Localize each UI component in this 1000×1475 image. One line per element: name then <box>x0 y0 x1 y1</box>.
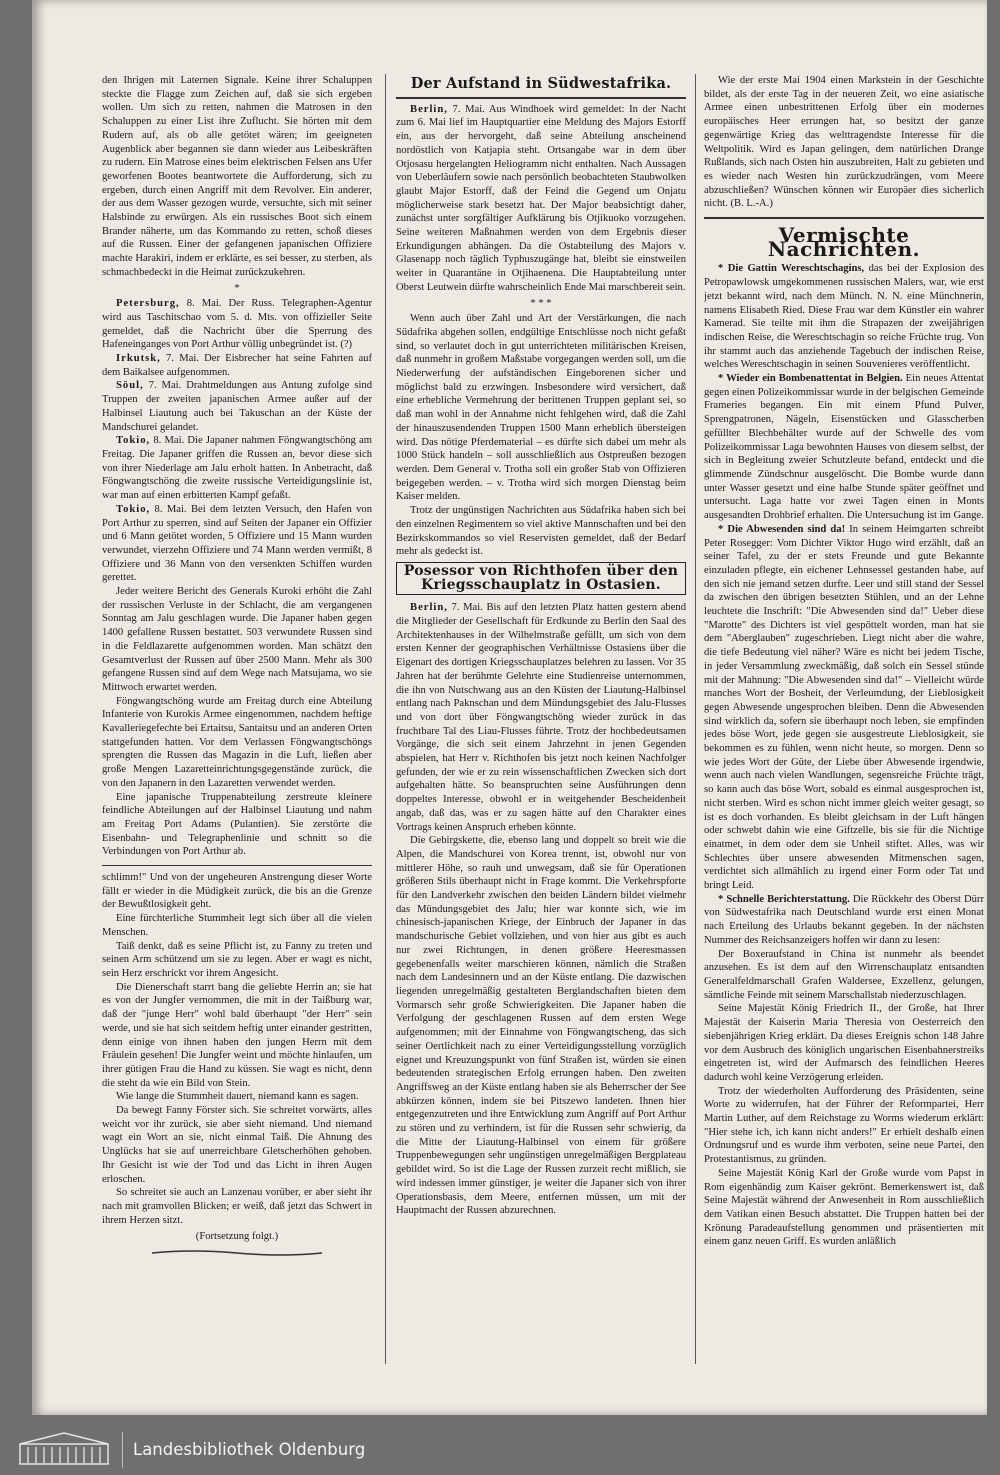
paragraph-troop: Eine japanische Truppenabteilung zerstreute kleinere feindliche Abteilungen auf der Halbinsel Liautung und nahm am Freitag Port Adams (Pulantien). Sie zerstörte die Eisenbahn- und Telegraphenlinie und schnitt so die Verbindungen von Port Arthur ab. <box>102 791 372 858</box>
dateline: Petersburg, <box>116 298 180 310</box>
article-text: 7. Mai. Aus Windhoek wird gemeldet: In der Nacht zum 6. Mai lief im Hauptquartier eine Meldung des Majors Estorff ein, aus der hervorgeht, daß seine Abteilung anscheinend nordöstlich von Katjapia steht. Ortsangabe war in dem über Otjosasu hergelangten Heliogramm nicht enthalten. Nach Aussagen von Ueberläufern sowie nach persönlich beobachteten Staubwolken glaubt Major Estorff, daß der Feind die Gegend um Onjatu möglicherweise stark besetzt hat. Der Major beabsichtigt daher, zunächst unter sorgfältiger Aufklärung bis Otjikuoko vorzugehen. Seine weiteren Maßnahmen werden von dem Ergebnis dieser Erkundigungen abhängen. Da die Ostabteilung des Majors v. Glasenapp noch täglich Typhuszugänge hat, bleibt sie einstweilen weiter in Quarantäne in Otjihaenena. Die Hauptabteilung unter Oberst Leutwein dürfte wahrscheinlich Ende Mai marschbereit sein. <box>396 103 686 293</box>
item-text: In seinem Heimgarten schreibt Peter Rosegger: Vom Dichter Viktor Hugo wird erzählt, daß an seiner Tafel, zu der er stets Freunde und gute Bekannte einzuladen pflegte, ein eichener Lehnsessel gestanden habe, auf den sich nie jemand setzen durfte. Leer und still stand der Sessel da zwischen den übrigen besetzten Stühlen, und an der Lehne leuchtete die Inschrift: "Die Abwesenden sind da!" Ueber diese "Marotte" des Dichters ist viel gespöttelt worden, man hat sie dem "Aberglauben" zugeschrieben. Liegt nicht aber die wahre, die tiefe Bedeutung viel näher? Wäre es nicht bei jedem Tische, in jeder Versammlung zweckmäßig, daß solch ein Sessel stünde mit der Mahnung: "Die Abwesenden sind da!" – Vielleicht würde manches Wort der Bosheit, der Verleumdung, der Lieblosigkeit gegen Abwesende ungesprochen bleiben. Denn die Abwesenden sind wirklich da, sofern sie überhaupt noch leben, sie empfinden jedes böse Wort, jede gegen sie ausgestreute Lieblosigkeit, sie bekommen es zu fühlen, wenn nicht heute, so morgen. Denn so wie jedes Wort der Güte, der Liebe über Abwesende irgendwie, wenn auch nach vielen Wandlungen, segensreiche Früchte trägt, so kann auch das böse Wort, sobald es einmal ausgesprochen ist, nicht sterben. Wird es schon nicht immer gleich weiter gesagt, so ist es doch vorhanden. Es bleibt gleichsam in der Luft hängen oder schwebt dahin wie eine Giftzelle, bis sie für die Nichtige einatmet, in dem oder dem sie Unheil stiftet. Alles, was wir Schlechtes über unsere abwesenden Mitmenschen sagen, verdichtet sich allmählich zu irgend einer Form oder Tat und bringt Leid. <box>704 523 984 892</box>
dateline: Söul, <box>116 380 144 392</box>
asterisk-divider: * * * <box>530 297 552 309</box>
article-paragraph: Die Gebirgskette, die, ebenso lang und doppelt so breit wie die Alpen, die Mandschurei von Korea trennt, ist, obwohl nur von mittlerer Höhe, so rauh und unwegsam, daß sie für Operationen größeren Stils überhaupt nicht in Frage kommt. Die Verkehrspforte für den Landverkehr zwischen den beiden Ländern bildet vielmehr das Mündungsgebiet des Jalu; hier war konnte sich, wie im chinesisch-japanischen Kriege, der Einbruch der Japaner in das mandschurische Gebiet vollziehen, und von hier aus gibt es auch nur zwei Richtungen, in denen größere Heeresmassen gegebenenfalls weiter marschieren können, nämlich die Straßen nach dem Landesinnern und an der Küste entlang. Die dazwischen liegenden unregelmäßig gestalteten Berglandschaften bieten dem Vormarsch sehr große Schwierigkeiten. Die Japaner haben die Verfolgung der geschlagenen Russen auf dem ersten Wege aufgenommen; mit der Einnahme von Föngwangtscheng, das sich seiner Oertlichkeit nach zu einer Verteidigungsstellung vorzüglich eignet und Kreuzungspunkt von fünf Straßen ist, würden sie einen bedeutenden strategischen Erfolg errungen haben. Den zweiten Angriffsweg an der Küste entlang haben sie als Beherrscher der See abkürzen können, indem sie bei Pitszewo landeten. Ihnen hier entgegenzutreten und ihre Entwicklung zum Angriff auf Port Arthur zu stören und zu verhindern, ist für die Russen sehr schwierig, da die Mitte der Liautung-Halbinsel von einem für größere Truppenbewegungen sehr ungünstigen unregelmäßigen Bergplateau gebildet wird. So ist die Lage der Russen zurzeit recht mißlich, sie wird indessen immer günstiger, je weiter die Japaner sich von ihrer Operationsbasis, dem Meere, entfernen müssen, um mit der Hauptmacht der Russen abzurechnen. <box>396 835 686 1217</box>
library-building-icon <box>18 1430 110 1466</box>
article-paragraph: Wenn auch über Zahl und Art der Verstärkungen, die nach Südafrika abgehen sollen, endgültige Entschlüsse noch nicht gefaßt sind, so verlautet doch in gut unterrichteten militärischen Kreisen, daß nunmehr in großem Maßstabe vorgegangen werden soll, um die Niederwerfung der aufständischen Eingeborenen sicher und möglichst bald zu erzwingen. Insbesondere wird versichert, daß eine erhebliche Vermehrung der berittenen Truppen geplant sei, so daß man wohl in der Annahme nicht fehlgehen wird, daß die Zahl der hinauszusendenden Truppen 1500 Mann erheblich übersteigen wird. Das nötige Pferdematerial – es dürfte sich dabei um mehr als 1000 Stück handeln – soll ausschließlich aus Ostpreußen bezogen werden. Dem General v. Trotha soll ein großer Stab von Offizieren beigegeben werden. – v. Trotha wird sich morgen Dienstag beim Kaiser melden. <box>396 313 686 503</box>
headline-richthofen: Posessor von Richthofen über den Kriegsschauplatz in Ostasien. <box>403 562 679 593</box>
news-irkutsk <box>102 352 372 379</box>
news-text: 8. Mai. Der Russ. Telegraphen-Agentur wird aus Taschitschao vom 5. d. Mts. von offizieller Seite gemeldet, daß die Nachricht über die Sperrung des Hafeneinganges von Port Arthur völlig unbegründet ist. (?) <box>102 298 372 351</box>
library-name: Landesbibliothek Oldenburg <box>133 1440 366 1459</box>
war-report-continuation: den Ihrigen mit Laternen Signale. Keine ihrer Schaluppen steckte die Flagge zum Zeichen auf, daß sie sich ergeben wollen. Um sich zu retten, nahmen die Matrosen in den Schaluppen zu einer List ihre Zuflucht. Sie hörten mit dem Rudern auf, als ob alle getötet wären; im geeigneten Augenblick aber begannen sie dann wieder aus Leibeskräften zu rudern. Ein Matrose eines beim elektrischen Felsen ans Ufer geworfenen Bootes beantwortete die Aufforderung, sich zu ergeben, durch einen Angriff mit dem Revolver. Ein anderer, der aus dem Wasser gezogen wurde, versuchte, sich mit seiner Halsbinde zu erwürgen. Als ein russisches Boot sich einem Brander näherte, um das Kommando zu retten, schoß dieses auf die Russen. Einer der gefangenen japanischen Offiziere machte Harakiri, indem er erklärte, es sei besser, zu sterben, als schmachbedeckt in die Heimat zurückzukehren. <box>102 75 372 278</box>
article-text: 7. Mai. Bis auf den letzten Platz hatten gestern abend die Mitglieder der Gesellschaft für Erdkunde zu Berlin den Saal des Architektenhauses in der Wilhelmstraße gefüllt, um sich von dem ersten Kenner der geographischen Verhältnisse Ostasiens über die Eigenart des dortigen Kriegsschauplatzes belehren zu lassen. Vor 35 Jahren hat der berühmte Gelehrte eine Studienreise unternommen, die ihn von Nutschwang aus an den Küsten der Liautung-Halbinsel entlang nach Paknschan und dem Mündungsgebiet des Jalu-Flusses und von dort über Föngwangtschöng wieder zurück in das fruchtbare Tal des Liau-Flusses führte. Trotz der hochbedeutsamen Vorgänge, die sich seit einem Jahrzehnt in jenen Gegenden abspielen, hat Herr v. Richthofen bis jetzt noch keinen Nachfolger gefunden, der wie er zu rein wissenschaftlichen Zwecken sich dort aufgehalten hätte. So beanspruchten seine Ausführungen denn doppeltes Interesse, obwohl er in weitgehender Bescheidenheit angab, daß das, was er zu sagen hätte auf den Charakter eines Vortrags keinen Anspruch erheben könnte. <box>396 602 686 833</box>
item-title: * Die Gattin Wereschtschagins, <box>718 263 865 275</box>
news-text: 7. Mai. Der Eisbrecher hat seine Fahrten auf dem Baikalsee aufgenommen. <box>102 353 372 378</box>
dateline: Irkutsk, <box>116 353 161 365</box>
headline-suedwestafrika: Der Aufstand in Südwestafrika. <box>410 75 672 92</box>
item-text: das bei der Explosion des Petropawlowsk umgekommenen russischen Malers, war, wie erst jetzt bekannt wird, nach dem Münch. N. N. eine Münchnerin, namens Elisabeth Ried. Diese Frau war dem Künstler ein wahrer Kamerad. Sie teilte mit ihm die Strapazen der zweijährigen indischen Reise, die Wereschtschagin so reiche Früchte trug. Von ihr stammt auch das anziehende Tagebuch der indischen Reise, welches Wereschtschagin in seinen Souvenieres veröffentlicht. <box>704 263 984 371</box>
item-paragraph: Der Boxeraufstand in China ist nunmehr als beendet anzusehen. Es ist dem auf den Wirrenschauplatz entsandten Generalfeldmarschall Grafen Waldersee, Exzellenz, gelungen, sämtliche Feinde mit seinem Marschallstab niederzuschlagen. <box>704 948 984 1001</box>
paragraph-first-may: Wie der erste Mai 1904 einen Markstein in der Geschichte bildet, als der erste Tag in der neueren Zeit, wo eine asiatische Armee einen unbestrittenen Erfolg über ein modernes europäisches Heer errungen hat, so besitzt der ganze gegenwärtige Krieg das welttragendste Interesse für die Weltpolitik. Wird es Japan gelingen, dem natürlichen Drange Rußlands, sich nach Osten hin auszubreiten, Halt zu gebieten und es wieder nach Westen hin zurückzudrängen, vom Meere abzuschließen? Wünschen können wir Europäer dies sicherlich nicht. (B. L.-A.) <box>704 75 984 210</box>
item-text: Die Rückkehr des Oberst Dürr von Südwestafrika nach Deutschland wurde erst einen Monat nach Erteilung des Urlaubs bekannt gegeben. In der nächsten Nummer des Reichsanzeigers hoffen wir dann zu lesen: <box>704 893 984 946</box>
news-tokio-2 <box>102 503 372 585</box>
news-petersburg <box>102 297 372 352</box>
news-soeul <box>102 379 372 434</box>
item-paragraph: Seine Majestät König Karl der Große wurde vom Papst in Rom eigenhändig zum Kaiser gekrönt. Bemerkenswert ist, daß Seine Majestät während der Anwesenheit in Rom ausschließlich dem Vatikan einen Besuch abstattet. Die Truppen hatten bei der Krönung Paradeaufstellung genommen und präsentierten mit einem ganz neuen Griff. Es wurden anläßlich <box>704 1167 984 1248</box>
column-2 <box>396 74 686 1364</box>
headline-rule <box>396 97 686 99</box>
newspaper-page <box>32 0 987 1415</box>
article-paragraph: Trotz der ungünstigen Nachrichten aus Südafrika haben sich bei den einzelnen Regimentern so viel aktive Mannschaften und bei den Bezirkskommandos so viel Reservisten gemeldet, daß der Bedarf mehr als gedeckt ist. <box>396 505 686 558</box>
item-paragraph: Trotz der wiederholten Aufforderung des Präsidenten, seine Worte zu widerrufen, hat der Führer der Reformpartei, Herr Martin Luther, auf dem Reichstage zu Worms wiederum erklärt: "Hier stehe ich, ich kann nicht anders!" Er erhielt deshalb einen Ordnungsruf und es wurde ihm verboten, seine neue Partei, den Protestantismus, zu gründen. <box>704 1085 984 1166</box>
item-bombenattentat <box>704 372 984 523</box>
article-richthofen <box>396 601 686 834</box>
item-title: * Die Abwesenden sind da! <box>718 523 846 535</box>
story-paragraph: So schreitet sie auch an Lanzenau vorüber, er aber sieht ihr nach mit gramvollen Blicken; er weiß, daß jetzt das Schwert in ihrem Herzen sitzt. <box>102 1187 372 1226</box>
story-paragraph: Eine fürchterliche Stummheit legt sich über all die vielen Menschen. <box>102 913 372 938</box>
column-rule-left <box>385 74 386 1364</box>
column-1 <box>102 74 372 1364</box>
article-suedwestafrika <box>396 103 686 295</box>
story-paragraph: Da bewegt Fanny Förster sich. Sie schreitet vorwärts, alles weicht vor ihr zurück, sie aber sieht niemand. Und niemand wagt ein Wort an sie, nicht einmal Taiß. Die Ahnung des Unglücks hat sie auf unerreichbare Gletscherhöhen gehoben. Ihr Gesicht ist wie der Tod und das Licht in ihren Augen erloschen. <box>102 1105 372 1185</box>
continuation-note: (Fortsetzung folgt.) <box>195 1231 279 1243</box>
section-rule <box>704 217 984 219</box>
paragraph-foengwang: Föngwangtschöng wurde am Freitag durch eine Abteilung Infanterie von Kurokis Armee eingenommen, nachdem heftige Kavalleriegefechte bei Ertaitsu, Santaitsu und an anderen Orten stattgefunden hatten. Vor dem Verlassen Föngwangtschöngs sprengten die Russen das Magazin in die Luft, ließen aber große Mengen Lazaretteinrichtungsgegenstände zurück, die von den Japanern in den Lazaretten verwendet werden. <box>102 695 372 789</box>
news-text: 8. Mai. Die Japaner nahmen Föngwangtschöng am Freitag. Die Japaner griffen die Russen an, bevor diese sich von ihrer Niederlage am Jalu erholt hatten. In Anbetracht, daß Föngwangtschöng die zweite russische Verteidigungslinie ist, war man auf einen erbitterten Kampf gefaßt. <box>102 435 372 502</box>
item-wereschtschagin <box>704 262 984 372</box>
story-paragraph: Taiß denkt, daß es seine Pflicht ist, zu Fanny zu treten und seinen Arm schützend um sie zu legen. Aber er wagt es nicht, sein Herz erschrickt vor ihrem Angesicht. <box>102 940 372 979</box>
feuilleton-divider <box>102 865 372 866</box>
news-text: 7. Mai. Drahtmeldungen aus Antung zufolge sind Truppen der zweiten japanischen Armee außer auf der Halbinsel Liautung auch bei Takuschan an der Küste der Mandschurei gelandet. <box>102 380 372 433</box>
item-paragraph: Seine Majestät König Friedrich II., der Große, hat Ihrer Majestät der Kaiserin Maria Theresia von Oesterreich den siebenjährigen Krieg erklärt. Da dieses Ereignis schon 148 Jahre vor dem Ausbruch des königlich ungarischen Eisenbahnerstreiks eingetreten ist, wird der Aufmarsch des feindlichen Heeres dadurch wohl keine Verzögerung erleiden. <box>704 1003 984 1083</box>
item-title: * Schnelle Berichterstattung. <box>718 893 850 905</box>
headline-vermischte-nachrichten: Vermischte Nachrichten. <box>767 223 921 261</box>
item-text: Ein neues Attentat gegen einen Polizeikommissar wurde in der belgischen Gemeinde Frameries begangen. Ein mit einem Pfund Pulver, Sprengpatronen, Nägeln, Eisenstücken und Glasscherben gefüllter Blechbehälter wurde auf der Schwelle des vom Polizeikommissar Laga bewohnten Hauses von diesem selbst, der sich in Begleitung zweier Schutzleute befand, entdeckt und die glimmende Zündschnur ausgelöscht. Die Bombe wurde dann unter Wasser gesetzt und eine halbe Stunde später geöffnet und untersucht. Laga hatte vor zwei Tagen einen in Monts ausgesandten Drohbrief erhalten. Die Untersuchung ist im Gange. <box>704 373 984 522</box>
dateline: Tokio, <box>116 435 151 447</box>
story-paragraph: Wie lange die Stummheit dauert, niemand kann es sagen. <box>116 1091 359 1103</box>
page-content <box>102 74 984 1394</box>
dateline: Berlin, <box>410 602 448 614</box>
news-tokio-1 <box>102 434 372 503</box>
library-logo <box>18 1430 110 1470</box>
paragraph-kuroki: Jeder weitere Bericht des Generals Kuroki erhöht die Zahl der russischen Verluste in der Schlacht, die am vergangenen Sonntag am Jalu geschlagen wurde. Die Japaner haben gegen 1400 gefallene Russen bestattet. 503 verwundete Russen sind in die Feldlazarette aufgenommen worden. Man schätzt den Gesamtverlust der Russen auf über 2500 Mann. Mehr als 300 gefangene Russen sind auf dem Wege nach Matsujama, wo sie Mittwoch erwartet werden. <box>102 586 372 693</box>
story-paragraph: schlimm!" Und von der ungeheuren Anstrengung dieser Worte fällt er wieder in die Müdigkeit zurück, die bis an die Grenze der Bewußtlosigkeit geht. <box>102 872 372 911</box>
footer-divider <box>122 1432 123 1468</box>
flourish-ornament <box>102 1248 372 1263</box>
column-3 <box>704 74 984 1404</box>
item-berichterstattung <box>704 893 984 948</box>
news-text: 8. Mai. Bei dem letzten Versuch, den Hafen von Port Arthur zu sperren, sind auf Seiten der Japaner ein Offizier und 6 Mann getötet worden, 5 Offiziere und 15 Mann wurden verwundet, vierzehn Offiziere und 74 Mann werden vermißt, 8 Offiziere und 36 Mann von den versenkten Schiffen wurden gerettet. <box>102 503 372 584</box>
headline-box-richthofen <box>396 562 686 595</box>
ornament-line-icon <box>147 1248 327 1258</box>
dateline: Tokio, <box>116 503 151 515</box>
item-abwesenden <box>704 523 984 893</box>
asterisk-divider: * <box>234 282 240 294</box>
story-paragraph: Die Dienerschaft starrt bang die geliebte Herrin an; sie hat es von der Jungfer vernommen, die mit in der Taißburg war, daß der "junge Herr" wohl bald überhaupt "der Herr" sein werde, und sie hat sich seitdem heftig unter einander gestritten, denn einige von ihnen haben den jungen Herrn mit dem Fräulein gesehen! Die Jungfer weint und möchte hinlaufen, um ihrer gütigen Frau die Hand zu küssen. Sie wagt es nicht, denn die steht da wie ein Bild von Stein. <box>102 981 372 1089</box>
dateline: Berlin, <box>410 103 448 115</box>
column-rule-right <box>695 74 696 1364</box>
item-title: * Wieder ein Bombenattentat in Belgien. <box>718 373 903 385</box>
